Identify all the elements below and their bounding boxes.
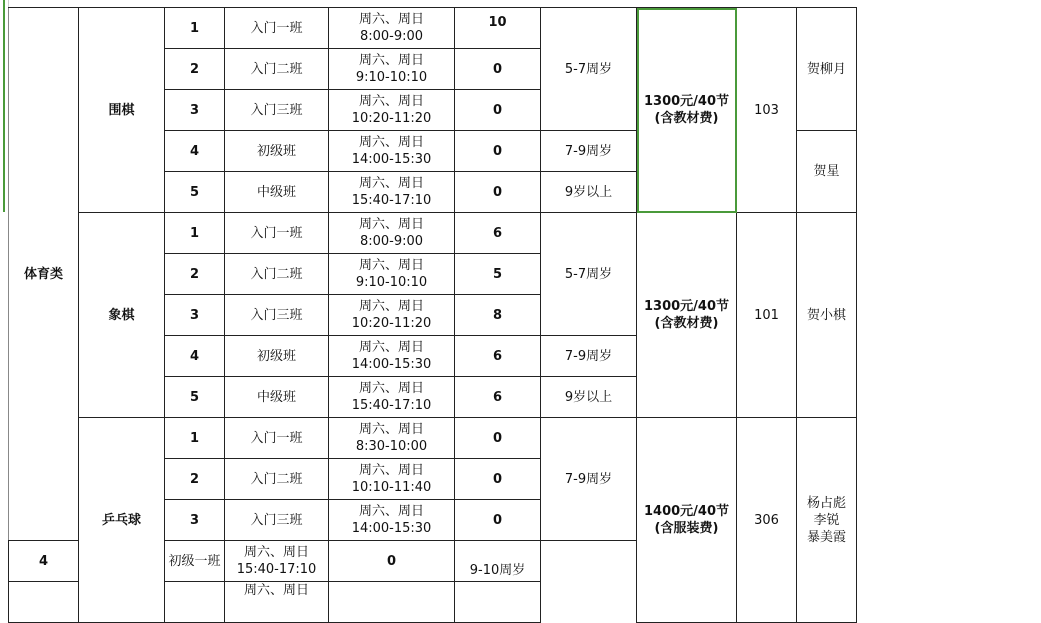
schedule-days: 周六、周日 bbox=[243, 583, 309, 598]
enrollment-count-cell[interactable]: 0 bbox=[455, 131, 541, 172]
price-cell[interactable] bbox=[637, 8, 737, 213]
enrollment-count-cell[interactable]: 0 bbox=[455, 49, 541, 90]
schedule-days: 周六、周日 bbox=[358, 94, 424, 109]
age-range-cell[interactable]: 7-9周岁 bbox=[541, 336, 637, 377]
schedule-days: 周六、周日 bbox=[358, 463, 424, 478]
class-name-cell[interactable]: 入门一班 bbox=[225, 418, 329, 459]
schedule-days: 周六、周日 bbox=[358, 258, 424, 273]
enrollment-count-cell[interactable]: 0 bbox=[455, 418, 541, 459]
schedule-days: 周六、周日 bbox=[358, 381, 424, 396]
enrollment-count-cell[interactable] bbox=[329, 582, 455, 623]
class-number-cell[interactable]: 1 bbox=[165, 418, 225, 459]
class-number-cell[interactable]: 4 bbox=[165, 131, 225, 172]
schedule-days: 周六、周日 bbox=[358, 176, 424, 191]
class-name-cell[interactable]: 入门三班 bbox=[225, 500, 329, 541]
schedule-cell[interactable] bbox=[329, 500, 455, 541]
class-name-cell[interactable]: 中级班 bbox=[225, 172, 329, 213]
schedule-time: 8:30-10:00 bbox=[355, 439, 428, 454]
room-cell[interactable]: 101 bbox=[737, 213, 797, 418]
schedule-days: 周六、周日 bbox=[243, 545, 309, 560]
enrollment-count-cell[interactable]: 0 bbox=[455, 500, 541, 541]
price-note: (含服装费) bbox=[654, 521, 719, 536]
enrollment-count-cell[interactable]: 6 bbox=[455, 336, 541, 377]
enrollment-count-cell[interactable]: 6 bbox=[455, 213, 541, 254]
price-note: (含教材费) bbox=[654, 316, 719, 331]
class-name-cell[interactable]: 初级一班 bbox=[165, 541, 225, 582]
class-number-cell[interactable]: 5 bbox=[165, 172, 225, 213]
enrollment-count-cell[interactable]: 0 bbox=[455, 172, 541, 213]
age-range-cell[interactable] bbox=[455, 582, 541, 623]
course-name-cell[interactable]: 象棋 bbox=[79, 213, 165, 418]
schedule-days: 周六、周日 bbox=[358, 340, 424, 355]
class-name-cell[interactable]: 入门二班 bbox=[225, 49, 329, 90]
schedule-days: 周六、周日 bbox=[358, 53, 424, 68]
schedule-days: 周六、周日 bbox=[358, 12, 424, 27]
schedule-time: 14:00-15:30 bbox=[351, 357, 432, 372]
schedule-time: 8:00-9:00 bbox=[359, 234, 424, 249]
enrollment-count-cell[interactable]: 8 bbox=[455, 295, 541, 336]
age-range-cell[interactable]: 9岁以上 bbox=[541, 172, 637, 213]
age-range-cell[interactable]: 9岁以上 bbox=[541, 377, 637, 418]
class-name-cell[interactable]: 入门二班 bbox=[225, 459, 329, 500]
teacher-name: 暴美霞 bbox=[806, 529, 846, 545]
course-name-cell[interactable]: 围棋 bbox=[79, 8, 165, 213]
price-amount: 1300元/40节 bbox=[643, 299, 730, 314]
schedule-days: 周六、周日 bbox=[358, 135, 424, 150]
schedule-days: 周六、周日 bbox=[358, 422, 424, 437]
schedule-days: 周六、周日 bbox=[358, 299, 424, 314]
class-number-cell[interactable] bbox=[9, 582, 79, 623]
schedule-cell[interactable] bbox=[329, 49, 455, 90]
schedule-time: 15:40-17:10 bbox=[351, 193, 432, 208]
class-name-cell[interactable]: 初级班 bbox=[225, 131, 329, 172]
schedule-time: 8:00-9:00 bbox=[359, 29, 424, 44]
schedule-time: 14:00-15:30 bbox=[351, 152, 432, 167]
schedule-time: 10:20-11:20 bbox=[351, 316, 432, 331]
schedule-cell[interactable] bbox=[329, 90, 455, 131]
class-name-cell[interactable]: 入门一班 bbox=[225, 8, 329, 49]
category-cell[interactable]: 体育类 bbox=[9, 8, 79, 541]
schedule-time: 15:40-17:10 bbox=[236, 562, 317, 577]
schedule-time: 15:40-17:10 bbox=[351, 398, 432, 413]
class-name-cell[interactable]: 入门三班 bbox=[225, 90, 329, 131]
price-cell[interactable] bbox=[637, 418, 737, 623]
teacher-cell[interactable]: 贺小棋 bbox=[797, 213, 857, 418]
schedule-time: 14:00-15:30 bbox=[351, 521, 432, 536]
schedule-time: 10:20-11:20 bbox=[351, 111, 432, 126]
table-row bbox=[9, 8, 1041, 49]
schedule-cell[interactable] bbox=[329, 418, 455, 459]
schedule-cell[interactable] bbox=[329, 336, 455, 377]
class-number-cell[interactable]: 2 bbox=[165, 459, 225, 500]
schedule-cell[interactable] bbox=[329, 131, 455, 172]
schedule-cell[interactable] bbox=[329, 8, 455, 49]
price-cell[interactable] bbox=[637, 213, 737, 418]
age-range-cell[interactable]: 7-9周岁 bbox=[541, 418, 637, 541]
class-number-cell[interactable]: 4 bbox=[9, 541, 79, 582]
teacher-name: 杨占彪 bbox=[806, 495, 846, 511]
price-amount: 1400元/40节 bbox=[643, 504, 730, 519]
course-name-cell[interactable]: 乒乓球 bbox=[79, 418, 165, 623]
schedule-cell[interactable] bbox=[329, 377, 455, 418]
class-number-cell[interactable]: 2 bbox=[165, 49, 225, 90]
schedule-cell[interactable] bbox=[329, 172, 455, 213]
class-number-cell[interactable]: 3 bbox=[165, 295, 225, 336]
teacher-cell[interactable] bbox=[797, 418, 857, 623]
enrollment-count-cell[interactable]: 0 bbox=[455, 90, 541, 131]
class-name-cell[interactable]: 中级班 bbox=[225, 377, 329, 418]
class-name-cell[interactable]: 入门三班 bbox=[225, 295, 329, 336]
class-number-cell[interactable]: 3 bbox=[165, 90, 225, 131]
age-range-cell[interactable]: 5-7周岁 bbox=[541, 213, 637, 336]
room-cell[interactable]: 103 bbox=[737, 8, 797, 213]
enrollment-count-cell[interactable]: 10 bbox=[455, 8, 541, 49]
price-amount: 1300元/40节 bbox=[643, 94, 730, 109]
teacher-name: 李锐 bbox=[813, 512, 840, 528]
class-name-cell[interactable]: 初级班 bbox=[225, 336, 329, 377]
price-note: (含教材费) bbox=[654, 111, 719, 126]
teacher-cell[interactable]: 贺星 bbox=[797, 131, 857, 213]
schedule-cell[interactable] bbox=[329, 213, 455, 254]
empty-column-cell[interactable] bbox=[857, 8, 1041, 582]
enrollment-count-cell[interactable]: 0 bbox=[329, 541, 455, 582]
room-cell[interactable]: 306 bbox=[737, 418, 797, 623]
class-name-cell[interactable]: 入门一班 bbox=[225, 213, 329, 254]
teacher-cell[interactable]: 贺柳月 bbox=[797, 8, 857, 131]
schedule-cell[interactable] bbox=[225, 541, 329, 582]
enrollment-count-cell[interactable]: 5 bbox=[455, 254, 541, 295]
class-name-cell[interactable]: 入门二班 bbox=[225, 254, 329, 295]
class-number-cell[interactable]: 3 bbox=[165, 500, 225, 541]
enrollment-count-cell[interactable]: 6 bbox=[455, 377, 541, 418]
class-number-cell[interactable]: 4 bbox=[165, 336, 225, 377]
class-number-cell[interactable]: 1 bbox=[165, 8, 225, 49]
class-number-cell[interactable]: 2 bbox=[165, 254, 225, 295]
schedule-cell[interactable] bbox=[329, 459, 455, 500]
enrollment-count-cell[interactable]: 0 bbox=[455, 459, 541, 500]
age-range-cell[interactable]: 9-10周岁 bbox=[455, 541, 541, 582]
schedule-days: 周六、周日 bbox=[358, 217, 424, 232]
schedule-cell[interactable] bbox=[329, 295, 455, 336]
schedule-cell[interactable] bbox=[329, 254, 455, 295]
schedule-cell[interactable] bbox=[225, 582, 329, 623]
course-schedule-table bbox=[8, 7, 1041, 623]
selection-edge bbox=[3, 0, 5, 212]
age-range-cell[interactable]: 5-7周岁 bbox=[541, 8, 637, 131]
class-name-cell[interactable] bbox=[165, 582, 225, 623]
schedule-days: 周六、周日 bbox=[358, 504, 424, 519]
age-range-cell[interactable]: 7-9周岁 bbox=[541, 131, 637, 172]
schedule-time: 9:10-10:10 bbox=[355, 275, 428, 290]
schedule-time: 10:10-11:40 bbox=[351, 480, 432, 495]
class-number-cell[interactable]: 5 bbox=[165, 377, 225, 418]
schedule-time: 9:10-10:10 bbox=[355, 70, 428, 85]
class-number-cell[interactable]: 1 bbox=[165, 213, 225, 254]
